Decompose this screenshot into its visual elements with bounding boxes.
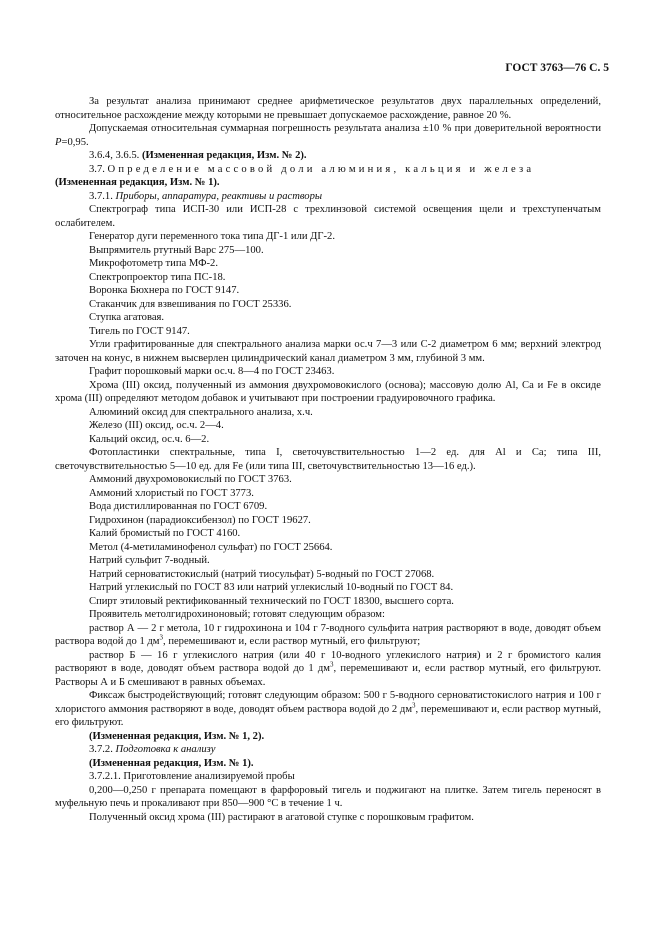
- list-item: Аммоний двухромовокислый по ГОСТ 3763.: [89, 474, 292, 485]
- list-item: Микрофотометр типа МФ-2.: [89, 258, 218, 269]
- list-item: Кальций оксид, ос.ч. 6—2.: [89, 433, 210, 445]
- list-item: Графит порошковый марки ос.ч. 8—4 по ГОСТ 23463.: [89, 366, 335, 377]
- list-item: Железо (III) оксид, ос.ч. 2—4.: [89, 420, 224, 431]
- list-item: Тигель по ГОСТ 9147.: [89, 325, 190, 337]
- text: раствор Б — 16 г углекислого натрия (или 40 г 10-водного углекислого натрия) и 2 г бромистого калия растворяют в воде, доводят объем раствора водой до 1 дм: [55, 649, 601, 674]
- paragraph: За результат анализа принимают среднее арифметическое результатов двух параллельных определений, относительное расхождение между которыми не превышает допускаемое расхождение, равное 20 %.: [55, 96, 601, 121]
- list-item: Спектропроектор типа ПС-18.: [89, 271, 226, 283]
- list-item: Гидрохинон (парадиоксибензол) по ГОСТ 19627.: [89, 514, 311, 526]
- list-item: Угли графитированные для спектрального анализа марки ос.ч 7—3 или С-2 диаметром 6 мм; верхний электрод заточен на конус, в нижнем высверлен цилиндрический канал диаметром 3 мм, глубиной 3 мм.: [55, 339, 601, 364]
- paragraph: [55, 649, 601, 690]
- paragraph: [55, 122, 601, 149]
- text: , перемешивают и, если раствор мутный, его фильтруют. Растворы А и Б смешивают в равных объемах.: [55, 663, 601, 688]
- superscript: 3: [330, 660, 334, 669]
- list-item: Проявитель метолгидрохиноновый; готовят следующим образом:: [89, 609, 385, 620]
- document-body: [55, 95, 601, 824]
- section-title: Определение массовой доли алюминия, кальция и железа: [107, 163, 535, 175]
- list-item: Вода дистиллированная по ГОСТ 6709.: [89, 501, 268, 512]
- list-item: Генератор дуги переменного тока типа ДГ-1 или ДГ-2.: [89, 231, 335, 242]
- text: раствор А — 2 г метола, 10 г гидрохинона и 104 г 7-водного сульфита натрия растворяют в воде, доводят объем раствора водой до 1 дм: [55, 622, 601, 647]
- revision-note: (Измененная редакция, Изм. № 1).: [89, 757, 254, 769]
- subsection-title: Приборы, аппаратура, реактивы и растворы: [115, 190, 323, 202]
- text: Фиксаж быстродействующий; готовят следующим образом: 500 г 5-водного серноватистокислого натрия и 100 г хлористого аммония растворяют в воде, доводят объем раствора водой до 2 дм: [55, 690, 601, 715]
- section-number: 3.7.: [89, 163, 105, 175]
- revision-note: (Измененная редакция, Изм. № 1).: [55, 177, 220, 188]
- list-item: Метол (4-метиламинофенол сульфат) по ГОСТ 25664.: [89, 541, 333, 553]
- superscript: 3: [412, 700, 416, 709]
- paragraph: 0,200—0,250 г препарата помещают в фарфоровый тигель и поджигают на плитке. Затем тигель переносят в муфельную печь и прокаливают при 850—900 °С в течение 1 ч.: [55, 784, 601, 809]
- paragraph: [55, 689, 601, 730]
- subsection-heading: [55, 190, 601, 204]
- list-item: Спектрограф типа ИСП-30 или ИСП-28 с трехлинзовой системой освещения щели и трехступенчатым ослабителем.: [55, 204, 601, 229]
- text: =0,95.: [61, 136, 89, 148]
- section-number: 3.7.2.: [89, 744, 113, 755]
- subsection-heading: [55, 743, 601, 757]
- section-number: 3.6.4, 3.6.5.: [89, 150, 140, 161]
- superscript: 3: [159, 633, 164, 642]
- list-item: Спирт этиловый ректификованный технический по ГОСТ 18300, высшего сорта.: [89, 595, 454, 607]
- revision-note: (Измененная редакция, Изм. № 1, 2).: [89, 730, 265, 742]
- section-heading: [55, 163, 601, 177]
- list-item: Калий бромистый по ГОСТ 4160.: [89, 528, 241, 539]
- text: , перемешивают и, если раствор мутный, его фильтруют;: [163, 636, 421, 647]
- paragraph: [55, 622, 601, 649]
- text: Допускаемая относительная суммарная погрешность результата анализа ±10 % при доверительной вероятности: [89, 123, 601, 134]
- section-number: 3.7.1.: [89, 190, 113, 202]
- list-item: Воронка Бюхнера по ГОСТ 9147.: [89, 285, 240, 296]
- list-item: Аммоний хлористый по ГОСТ 3773.: [89, 487, 254, 499]
- variable-p: P: [55, 136, 62, 148]
- subsection-heading: 3.7.2.1. Приготовление анализируемой пробы: [89, 771, 295, 782]
- list-item: Натрий углекислый по ГОСТ 83 или натрий углекислый 10-водный по ГОСТ 84.: [89, 582, 454, 593]
- paragraph: Полученный оксид хрома (III) растирают в агатовой ступке с порошковым графитом.: [89, 811, 474, 823]
- subsection-title: Подготовка к анализу: [115, 744, 216, 755]
- list-item: Стаканчик для взвешивания по ГОСТ 25336.: [89, 298, 292, 310]
- list-item: Фотопластинки спектральные, типа I, светочувствительностью 1—2 ед. для Al и Ca; типа III, светочувствительностью 5—10 ед. для Fe (или типа III, светочувствительностью 13—16 ед.).: [55, 447, 601, 472]
- list-item: Алюминий оксид для спектрального анализа, х.ч.: [89, 406, 313, 418]
- paragraph: [55, 149, 601, 163]
- revision-note: (Измененная редакция, Изм. № 2).: [141, 150, 307, 161]
- list-item: Натрий серноватистокислый (натрий тиосульфат) 5-водный по ГОСТ 27068.: [89, 568, 435, 580]
- list-item: Выпрямитель ртутный Варс 275—100.: [89, 244, 264, 256]
- list-item: Ступка агатовая.: [89, 312, 165, 323]
- text: , перемешивают и, если раствор мутный, его фильтруют.: [55, 703, 601, 728]
- list-item: Натрий сульфит 7-водный.: [89, 555, 210, 566]
- list-item: Хрома (III) оксид, полученный из аммония двухромовокислого (основа); массовую долю Al, Ca и Fe в оксиде хрома (III) определяют методом добавок и учитывают при построении градуировочного графика.: [55, 379, 601, 404]
- page-header: ГОСТ 3763—76 С. 5: [505, 62, 609, 74]
